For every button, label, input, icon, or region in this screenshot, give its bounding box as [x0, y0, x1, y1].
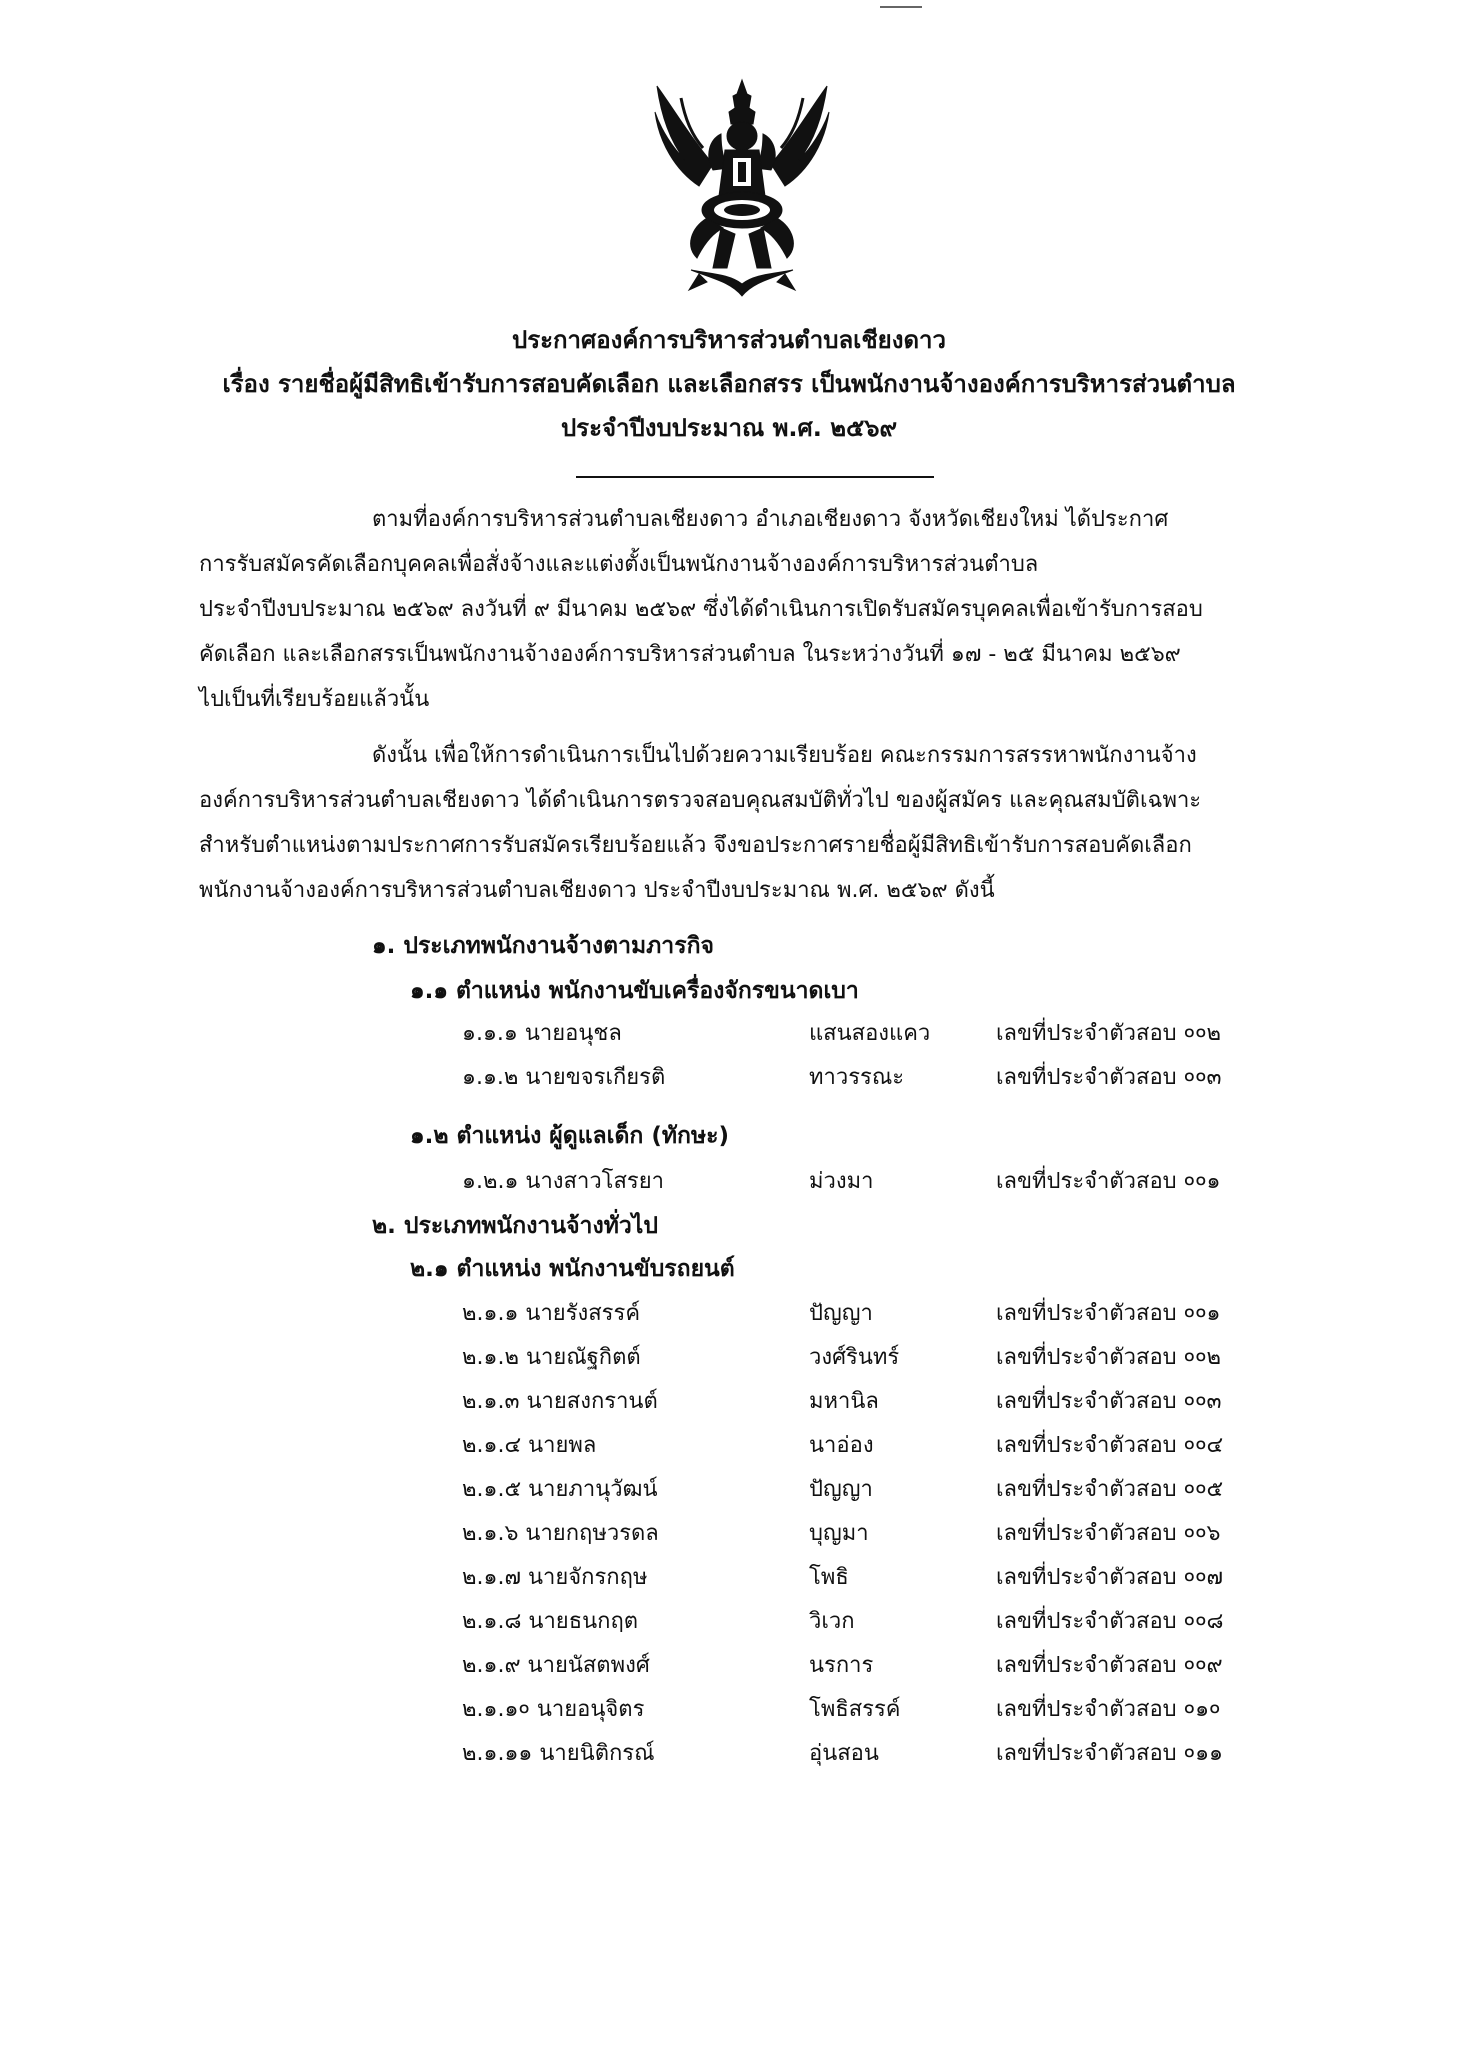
candidate-name: ๑.๑.๒ นายขจรเกียรติ	[462, 1065, 666, 1090]
candidate-exam-number: เลขที่ประจำตัวสอบ ००๓	[996, 1065, 1222, 1090]
candidate-surname: โพธิ	[809, 1565, 849, 1590]
section-heading: ๑. ประเภทพนักงานจ้างตามภารกิจ	[372, 933, 714, 959]
paragraph-line: องค์การบริหารส่วนตำบลเชียงดาว ได้ดำเนินการตรวจสอบคุณสมบัติทั่วไป ของผู้สมัคร และคุณสมบัติเฉพาะ	[199, 788, 1202, 813]
document-title: ประกาศองค์การบริหารส่วนตำบลเชียงดาว	[511, 326, 946, 354]
candidate-name: ๒.๑.๑๑ นายนิติกรณ์	[462, 1741, 655, 1766]
candidate-surname: นรการ	[809, 1653, 874, 1678]
candidate-exam-number: เลขที่ประจำตัวสอบ ०๑๑	[996, 1741, 1223, 1766]
candidate-name: ๒.๑.๑० นายอนุจิตร	[462, 1697, 645, 1722]
candidate-surname: มหานิล	[809, 1389, 879, 1414]
candidate-exam-number: เลขที่ประจำตัวสอบ ००๓	[996, 1389, 1222, 1414]
scan-mark	[880, 6, 922, 8]
document-fiscal-year: ประจำปีงบประมาณ พ.ศ. ๒๕๖๙	[560, 414, 898, 442]
candidate-surname: ปัญญา	[809, 1477, 873, 1502]
paragraph-line: คัดเลือก และเลือกสรรเป็นพนักงานจ้างองค์การบริหารส่วนตำบล ในระหว่างวันที่ ๑๗ - ๒๕ มีนาคม ๒๕๖๙	[199, 642, 1181, 667]
title-underline	[576, 476, 934, 478]
candidate-name: ๑.๒.๑ นางสาวโสรยา	[462, 1169, 664, 1194]
garuda-emblem	[651, 78, 833, 300]
candidate-name: ๑.๑.๑ นายอนุชล	[462, 1021, 622, 1046]
candidate-surname: อุ่นสอน	[809, 1741, 879, 1766]
candidate-surname: ปัญญา	[809, 1301, 873, 1326]
paragraph-line: พนักงานจ้างองค์การบริหารส่วนตำบลเชียงดาว ประจำปีงบประมาณ พ.ศ. ๒๕๖๙ ดังนี้	[199, 878, 995, 903]
candidate-exam-number: เลขที่ประจำตัวสอบ ०๑०	[996, 1697, 1221, 1722]
candidate-exam-number: เลขที่ประจำตัวสอบ ००๘	[996, 1609, 1224, 1634]
candidate-exam-number: เลขที่ประจำตัวสอบ ००๑	[996, 1301, 1221, 1326]
candidate-name: ๒.๑.๙ นายนัสตพงศ์	[462, 1653, 650, 1678]
candidate-surname: บุญมา	[809, 1521, 869, 1546]
candidate-exam-number: เลขที่ประจำตัวสอบ ००๒	[996, 1021, 1222, 1046]
candidate-exam-number: เลขที่ประจำตัวสอบ ००๙	[996, 1653, 1223, 1678]
candidate-name: ๒.๑.๗ นายจักรกฤษ	[462, 1565, 648, 1590]
document-title-block	[0, 318, 1458, 450]
paragraph-line: ไปเป็นที่เรียบร้อยแล้วนั้น	[199, 687, 430, 712]
candidate-surname: แสนสองแคว	[809, 1021, 931, 1046]
paragraph-line: ตามที่องค์การบริหารส่วนตำบลเชียงดาว อำเภอเชียงดาว จังหวัดเชียงใหม่ ได้ประกาศ	[372, 507, 1169, 532]
paragraph-line: ประจำปีงบประมาณ ๒๕๖๙ ลงวันที่ ๙ มีนาคม ๒๕๖๙ ซึ่งได้ดำเนินการเปิดรับสมัครบุคคลเพื่อเข้ารับการสอบ	[199, 597, 1203, 622]
paragraph-line: สำหรับตำแหน่งตามประกาศการรับสมัครเรียบร้อยแล้ว จึงขอประกาศรายชื่อผู้มีสิทธิเข้ารับการสอบคัดเลือก	[199, 833, 1192, 858]
subsection-heading: ๑.๒ ตำแหน่ง ผู้ดูแลเด็ก (ทักษะ)	[410, 1123, 729, 1149]
candidate-exam-number: เลขที่ประจำตัวสอบ ००๑	[996, 1169, 1221, 1194]
document-subject: เรื่อง รายชื่อผู้มีสิทธิเข้ารับการสอบคัดเลือก และเลือกสรร เป็นพนักงานจ้างองค์การบริหารส่วนตำบล	[222, 370, 1236, 398]
candidate-name: ๒.๑.๕ นายภานุวัฒน์	[462, 1477, 658, 1502]
subsection-heading: ๑.๑ ตำแหน่ง พนักงานขับเครื่องจักรขนาดเบา	[410, 978, 859, 1004]
candidate-exam-number: เลขที่ประจำตัวสอบ ००๔	[996, 1433, 1224, 1458]
candidate-exam-number: เลขที่ประจำตัวสอบ ००๗	[996, 1565, 1224, 1590]
paragraph-line: ดังนั้น เพื่อให้การดำเนินการเป็นไปด้วยความเรียบร้อย คณะกรรมการสรรหาพนักงานจ้าง	[372, 743, 1197, 768]
candidate-surname: วงศ์รินทร์	[809, 1345, 900, 1370]
candidate-surname: วิเวก	[809, 1609, 855, 1634]
paragraph-line: การรับสมัครคัดเลือกบุคคลเพื่อสั่งจ้างและแต่งตั้งเป็นพนักงานจ้างองค์การบริหารส่วนตำบล	[199, 552, 1039, 577]
candidate-name: ๒.๑.๖ นายกฤษวรดล	[462, 1521, 659, 1546]
candidate-name: ๒.๑.๓ นายสงกรานต์	[462, 1389, 658, 1414]
candidate-surname: ทาวรรณะ	[809, 1065, 905, 1090]
candidate-surname: โพธิสรรค์	[809, 1697, 901, 1722]
candidate-exam-number: เลขที่ประจำตัวสอบ ००๒	[996, 1345, 1222, 1370]
section-heading: ๒. ประเภทพนักงานจ้างทั่วไป	[372, 1213, 658, 1239]
candidate-surname: นาอ่อง	[809, 1433, 874, 1458]
candidate-name: ๒.๑.๑ นายรังสรรค์	[462, 1301, 641, 1326]
candidate-name: ๒.๑.๒ นายณัฐกิตต์	[462, 1345, 641, 1370]
subsection-heading: ๒.๑ ตำแหน่ง พนักงานขับรถยนต์	[410, 1256, 735, 1282]
candidate-name: ๒.๑.๔ นายพล	[462, 1433, 597, 1458]
candidate-name: ๒.๑.๘ นายธนกฤต	[462, 1609, 639, 1634]
candidate-exam-number: เลขที่ประจำตัวสอบ ००๕	[996, 1477, 1224, 1502]
candidate-exam-number: เลขที่ประจำตัวสอบ ००๖	[996, 1521, 1221, 1546]
candidate-surname: ม่วงมา	[809, 1169, 874, 1194]
